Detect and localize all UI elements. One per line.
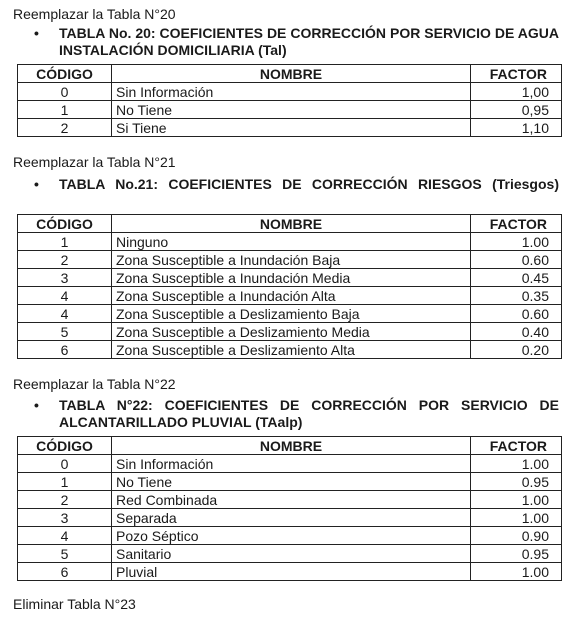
header-nombre: NOMBRE xyxy=(112,215,471,233)
cell-nombre: Pozo Séptico xyxy=(112,527,471,545)
table-row xyxy=(18,251,562,269)
cell-codigo: 3 xyxy=(18,269,112,287)
cell-nombre: Ninguno xyxy=(112,233,471,251)
table-row xyxy=(18,305,562,323)
cell-codigo: 6 xyxy=(18,563,112,581)
cell-factor: 0.40 xyxy=(471,323,562,341)
header-factor: FACTOR xyxy=(471,215,562,233)
heading-tabla-21 xyxy=(34,176,559,193)
cell-nombre: Zona Susceptible a Deslizamiento Alta xyxy=(112,341,471,359)
cell-codigo: 3 xyxy=(18,509,112,527)
cell-nombre: Zona Susceptible a Inundación Baja xyxy=(112,251,471,269)
cell-nombre: Si Tiene xyxy=(112,119,471,137)
cell-factor: 1,10 xyxy=(471,119,562,137)
cell-factor: 0.95 xyxy=(471,473,562,491)
cell-factor: 0.90 xyxy=(471,527,562,545)
table-row xyxy=(18,491,562,509)
cell-codigo: 2 xyxy=(18,491,112,509)
cell-factor: 0,95 xyxy=(471,101,562,119)
cell-factor: 1.00 xyxy=(471,491,562,509)
cell-factor: 1.00 xyxy=(471,563,562,581)
cell-nombre: Pluvial xyxy=(112,563,471,581)
table-row xyxy=(18,119,562,137)
cell-nombre: Red Combinada xyxy=(112,491,471,509)
heading-text-21: TABLA No.21: COEFICIENTES DE CORRECCIÓN RIESGOS (Triesgos) xyxy=(59,176,559,192)
heading-tabla-20 xyxy=(34,25,559,59)
cell-codigo: 1 xyxy=(18,101,112,119)
table-header-row xyxy=(18,215,562,233)
table-row xyxy=(18,527,562,545)
cell-codigo: 0 xyxy=(18,83,112,101)
cell-factor: 0.95 xyxy=(471,545,562,563)
cell-codigo: 4 xyxy=(18,527,112,545)
cell-codigo: 2 xyxy=(18,251,112,269)
table-row xyxy=(18,83,562,101)
table-row xyxy=(18,287,562,305)
intro-text-20: Reemplazar la Tabla N°20 xyxy=(13,6,176,22)
cell-codigo: 5 xyxy=(18,545,112,563)
cell-codigo: 4 xyxy=(18,305,112,323)
cell-factor: 1.00 xyxy=(471,233,562,251)
table-row xyxy=(18,509,562,527)
header-nombre: NOMBRE xyxy=(112,437,471,455)
table-row xyxy=(18,341,562,359)
table-row xyxy=(18,233,562,251)
cell-codigo: 0 xyxy=(18,455,112,473)
cell-nombre: Separada xyxy=(112,509,471,527)
table-row xyxy=(18,473,562,491)
header-factor: FACTOR xyxy=(471,437,562,455)
table-tabla-20 xyxy=(17,64,562,137)
table-header-row xyxy=(18,65,562,83)
table-row xyxy=(18,323,562,341)
cell-factor: 0.60 xyxy=(471,305,562,323)
cell-nombre: Zona Susceptible a Deslizamiento Baja xyxy=(112,305,471,323)
heading-text-22: TABLA N°22: COEFICIENTES DE CORRECCIÓN POR SERVICIO DE ALCANTARILLADO PLUVIAL (TAalp) xyxy=(59,397,559,430)
table-row xyxy=(18,269,562,287)
table-row xyxy=(18,101,562,119)
cell-nombre: Zona Susceptible a Inundación Alta xyxy=(112,287,471,305)
table-tabla-22 xyxy=(17,436,562,581)
table-row xyxy=(18,455,562,473)
table-tabla-21 xyxy=(17,214,562,359)
cell-nombre: Sanitario xyxy=(112,545,471,563)
table-row xyxy=(18,545,562,563)
cell-nombre: Sin Información xyxy=(112,83,471,101)
intro-text-21: Reemplazar la Tabla N°21 xyxy=(13,154,176,170)
header-codigo: CÓDIGO xyxy=(18,437,112,455)
cell-codigo: 1 xyxy=(18,473,112,491)
cell-factor: 0.45 xyxy=(471,269,562,287)
cell-factor: 0.35 xyxy=(471,287,562,305)
footer-text: Eliminar Tabla N°23 xyxy=(13,596,136,612)
table-header-row xyxy=(18,437,562,455)
cell-nombre: No Tiene xyxy=(112,473,471,491)
cell-factor: 1.00 xyxy=(471,455,562,473)
header-factor: FACTOR xyxy=(471,65,562,83)
header-nombre: NOMBRE xyxy=(112,65,471,83)
header-codigo: CÓDIGO xyxy=(18,215,112,233)
cell-factor: 0.60 xyxy=(471,251,562,269)
heading-text-20: TABLA No. 20: COEFICIENTES DE CORRECCIÓN POR SERVICIO DE AGUA INSTALACIÓN DOMICILIARIA (Tal) xyxy=(59,25,559,58)
cell-factor: 1.00 xyxy=(471,509,562,527)
heading-tabla-22 xyxy=(34,397,559,431)
cell-nombre: Zona Susceptible a Inundación Media xyxy=(112,269,471,287)
cell-nombre: No Tiene xyxy=(112,101,471,119)
bullet-icon: • xyxy=(34,25,39,41)
cell-codigo: 5 xyxy=(18,323,112,341)
table-row xyxy=(18,563,562,581)
intro-text-22: Reemplazar la Tabla N°22 xyxy=(13,376,176,392)
cell-codigo: 2 xyxy=(18,119,112,137)
header-codigo: CÓDIGO xyxy=(18,65,112,83)
cell-codigo: 1 xyxy=(18,233,112,251)
cell-codigo: 6 xyxy=(18,341,112,359)
cell-factor: 1,00 xyxy=(471,83,562,101)
bullet-icon: • xyxy=(34,397,39,413)
cell-nombre: Sin Información xyxy=(112,455,471,473)
cell-nombre: Zona Susceptible a Deslizamiento Media xyxy=(112,323,471,341)
cell-factor: 0.20 xyxy=(471,341,562,359)
cell-codigo: 4 xyxy=(18,287,112,305)
bullet-icon: • xyxy=(34,176,39,192)
